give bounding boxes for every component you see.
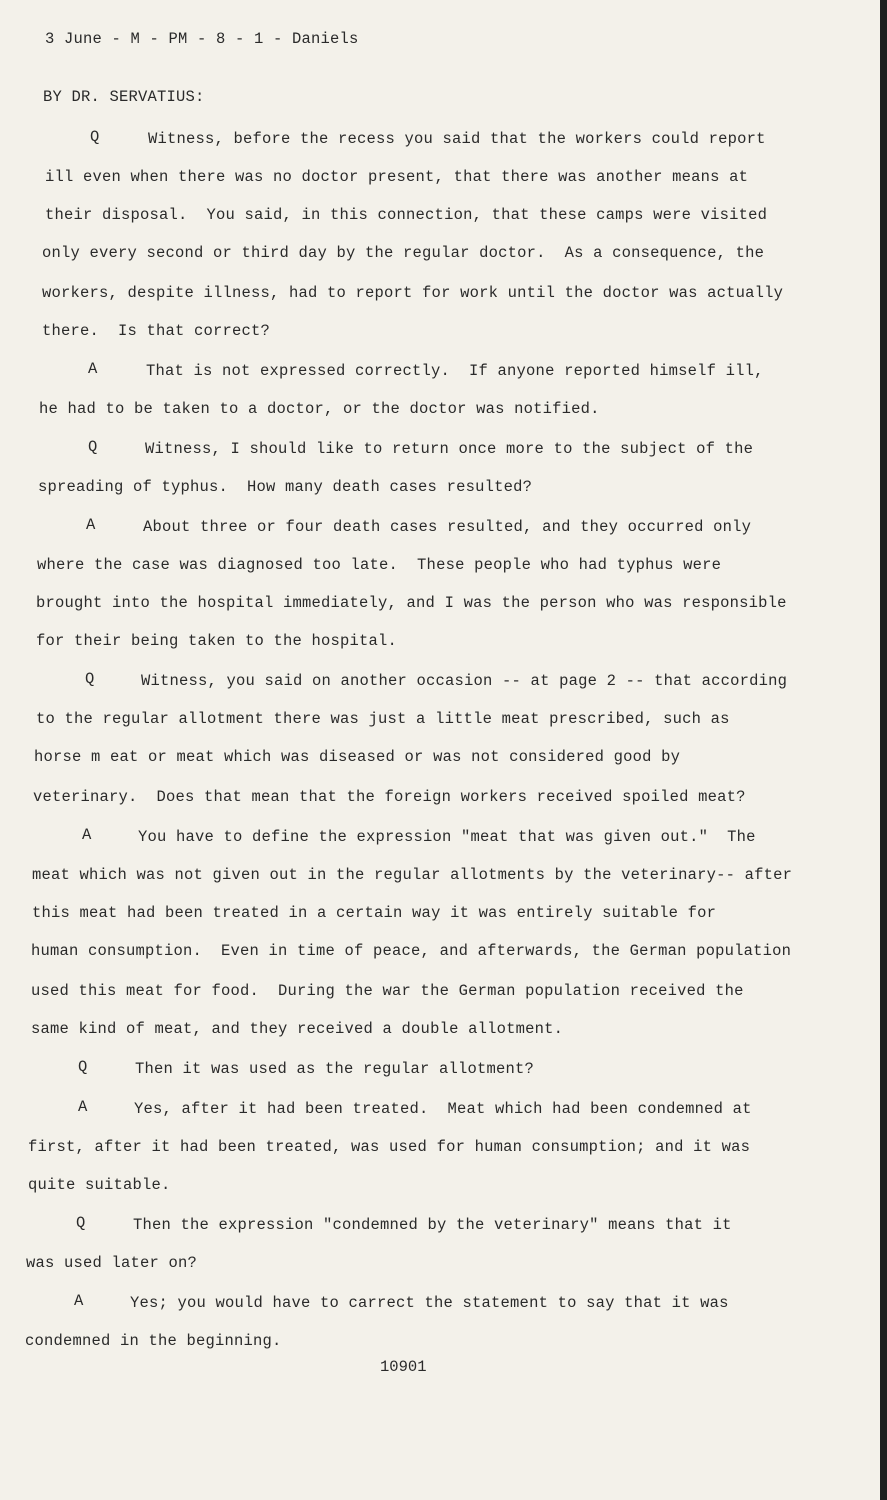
transcript-line: he had to be taken to a doctor, or the doctor was notified. <box>39 400 600 418</box>
transcript-line: ill even when there was no doctor present, that there was another means at <box>45 168 749 186</box>
transcript-line: human consumption. Even in time of peace, and afterwards, the German population <box>31 942 792 960</box>
speaker-label: A <box>74 1292 84 1310</box>
speaker-label: A <box>86 516 96 534</box>
transcript-line: You have to define the expression "meat that was given out." The <box>138 828 756 846</box>
transcript-line: veterinary. Does that mean that the foreign workers received spoiled meat? <box>33 788 746 806</box>
transcript-line: Witness, before the recess you said that the workers could report <box>148 130 766 148</box>
transcript-line: their disposal. You said, in this connection, that these camps were visited <box>45 206 768 224</box>
page-header: 3 June - M - PM - 8 - 1 - Daniels <box>45 30 359 48</box>
transcript-line: meat which was not given out in the regular allotments by the veterinary-- after <box>32 866 793 884</box>
transcript-line: to the regular allotment there was just a little meat prescribed, such as <box>36 710 730 728</box>
transcript-line: Then the expression "condemned by the veterinary" means that it <box>133 1216 732 1234</box>
transcript-line: condemned in the beginning. <box>25 1332 282 1350</box>
speaker-label: Q <box>76 1214 86 1232</box>
transcript-line: Witness, you said on another occasion -- at page 2 -- that according <box>141 672 788 690</box>
transcript-line: About three or four death cases resulted, and they occurred only <box>143 518 752 536</box>
transcript-line: there. Is that correct? <box>42 322 271 340</box>
transcript-line: first, after it had been treated, was used for human consumption; and it was <box>28 1138 751 1156</box>
transcript-line: this meat had been treated in a certain way it was entirely suitable for <box>32 904 717 922</box>
speaker-label: Q <box>90 128 100 146</box>
transcript-line: Witness, I should like to return once more to the subject of the <box>145 440 754 458</box>
transcript-line: brought into the hospital immediately, and I was the person who was responsible <box>36 594 787 612</box>
transcript-line: Yes, after it had been treated. Meat which had been condemned at <box>134 1100 752 1118</box>
examiner-heading: BY DR. SERVATIUS: <box>43 88 205 106</box>
transcript-line: quite suitable. <box>28 1176 171 1194</box>
transcript-line: horse m eat or meat which was diseased or was not considered good by <box>34 748 681 766</box>
speaker-label: A <box>82 826 92 844</box>
speaker-label: A <box>78 1098 88 1116</box>
transcript-line: only every second or third day by the regular doctor. As a consequence, the <box>42 244 765 262</box>
transcript-line: workers, despite illness, had to report for work until the doctor was actually <box>42 284 784 302</box>
transcript-line: used this meat for food. During the war the German population received the <box>31 982 744 1000</box>
speaker-label: Q <box>78 1058 88 1076</box>
speaker-label: A <box>88 360 98 378</box>
transcript-line: same kind of meat, and they received a double allotment. <box>31 1020 564 1038</box>
page-number: 10901 <box>380 1358 427 1376</box>
transcript-line: That is not expressed correctly. If anyone reported himself ill, <box>146 362 764 380</box>
scan-edge <box>880 0 887 1500</box>
transcript-line: spreading of typhus. How many death cases resulted? <box>38 478 533 496</box>
transcript-line: where the case was diagnosed too late. These people who had typhus were <box>37 556 722 574</box>
speaker-label: Q <box>85 670 95 688</box>
transcript-line: for their being taken to the hospital. <box>36 632 398 650</box>
transcript-line: Yes; you would have to carrect the statement to say that it was <box>130 1294 729 1312</box>
speaker-label: Q <box>88 438 98 456</box>
transcript-line: was used later on? <box>26 1254 198 1272</box>
transcript-line: Then it was used as the regular allotment? <box>135 1060 535 1078</box>
